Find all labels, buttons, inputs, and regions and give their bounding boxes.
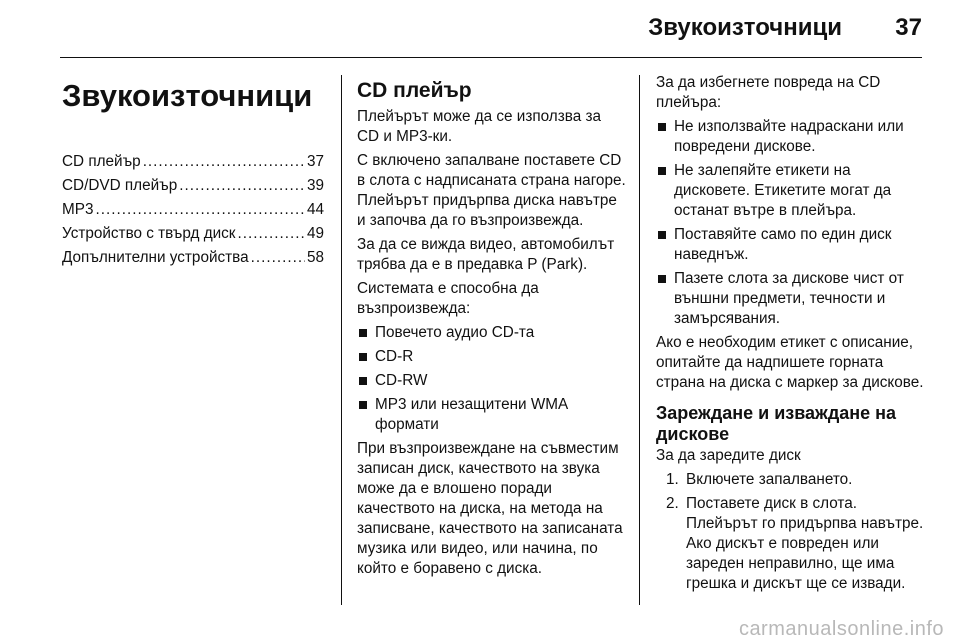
chapter-title: Звукоизточници — [62, 78, 313, 113]
toc-list — [62, 152, 324, 272]
toc-leader — [95, 200, 305, 220]
toc-leader — [179, 176, 305, 196]
paragraph: С включено запалване поставете CD в слота с надписаната страна нагоре. Плейърът придърпва диска навътре и започва да го възпроизвежда. — [357, 152, 626, 229]
paragraph: При възпроизвеждане на съвместим записан диск, качеството на звука може да е влошено поради качеството на диска, на метода на записване, качеството на записаната музика или видео, или начина, по който е боравено с диска. — [357, 440, 623, 577]
toc-entry-label: Устройство с твърд диск — [62, 225, 236, 242]
cd-player-column — [357, 73, 627, 583]
list-item: CD-RW — [357, 371, 627, 391]
bullet-square-icon — [658, 275, 666, 283]
bullet-square-icon — [359, 377, 367, 385]
paragraph: Плейърът може да се използва за CD и MP3-ки. — [357, 108, 601, 145]
column-divider-1 — [341, 75, 342, 605]
toc-entry-page: 37 — [306, 153, 324, 170]
format-list — [357, 323, 627, 435]
list-item: MP3 или незащитени WMA формати — [357, 395, 627, 435]
paragraph: За да заредите диск — [656, 447, 801, 464]
steps-list — [656, 470, 926, 594]
toc-leader — [143, 152, 305, 172]
list-item: Повечето аудио CD-та — [357, 323, 627, 343]
column-divider-2 — [639, 75, 640, 605]
toc-column — [62, 73, 324, 272]
list-item: 2. Поставете диск в слота. Плейърът го придърпва навътре. Ако дискът е повреден или зареден неправилно, ще има грешка и дискът ще се извади. — [666, 495, 924, 592]
bullet-square-icon — [658, 123, 666, 131]
bullet-square-icon — [359, 329, 367, 337]
toc-entry[interactable] — [62, 248, 324, 272]
paragraph: За да се вижда видео, автомобилът трябва да е в предавка P (Park). — [357, 236, 615, 273]
page-number: 37 — [895, 14, 922, 41]
toc-entry-page: 58 — [306, 249, 324, 266]
list-item: CD-R — [357, 347, 627, 367]
toc-entry-label: CD/DVD плейър — [62, 177, 178, 194]
precaution-list — [656, 117, 926, 329]
toc-entry[interactable] — [62, 176, 324, 200]
watermark: carmanualsonline.info — [738, 618, 944, 640]
step-number: 2. — [666, 495, 679, 512]
toc-entry-label: MP3 — [62, 201, 94, 218]
disc-care-column — [656, 73, 926, 598]
toc-entry-page: 39 — [306, 177, 324, 194]
toc-entry-label: CD плейър — [62, 153, 141, 170]
header-rule — [60, 57, 922, 58]
bullet-square-icon — [359, 353, 367, 361]
toc-entry[interactable] — [62, 224, 324, 248]
list-item: 1. Включете запалването. — [666, 471, 853, 488]
bullet-square-icon — [359, 401, 367, 409]
toc-entry-page: 49 — [306, 225, 324, 242]
running-header-title: Звукоизточници — [648, 14, 842, 41]
step-number: 1. — [666, 471, 679, 488]
list-item: Пазете слота за дискове чист от външни предмети, течности и замърсявания. — [656, 269, 926, 329]
toc-entry[interactable] — [62, 152, 324, 176]
list-item: Не залепяйте етикети на дисковете. Етикетите могат да останат вътре в плейъра. — [656, 161, 926, 221]
toc-leader — [238, 224, 305, 244]
list-item: Не използвайте надраскани или повредени дискове. — [656, 117, 926, 157]
paragraph: Ако е необходим етикет с описание, опитайте да надпишете горната страна на диска с маркер за дискове. — [656, 334, 924, 391]
paragraph: За да избегнете повреда на CD плейъра: — [656, 74, 881, 111]
subsection-title: Зареждане и изваждане на дискове — [656, 403, 897, 444]
section-title: CD плейър — [357, 79, 472, 102]
bullet-square-icon — [658, 167, 666, 175]
bullet-square-icon — [658, 231, 666, 239]
toc-entry-label: Допълнителни устройства — [62, 249, 249, 266]
toc-entry-page: 44 — [306, 201, 324, 218]
toc-leader — [251, 248, 305, 268]
paragraph: Системата е способна да възпроизвежда: — [357, 280, 539, 317]
list-item: Поставяйте само по един диск наведнъж. — [656, 225, 926, 265]
toc-entry[interactable] — [62, 200, 324, 224]
